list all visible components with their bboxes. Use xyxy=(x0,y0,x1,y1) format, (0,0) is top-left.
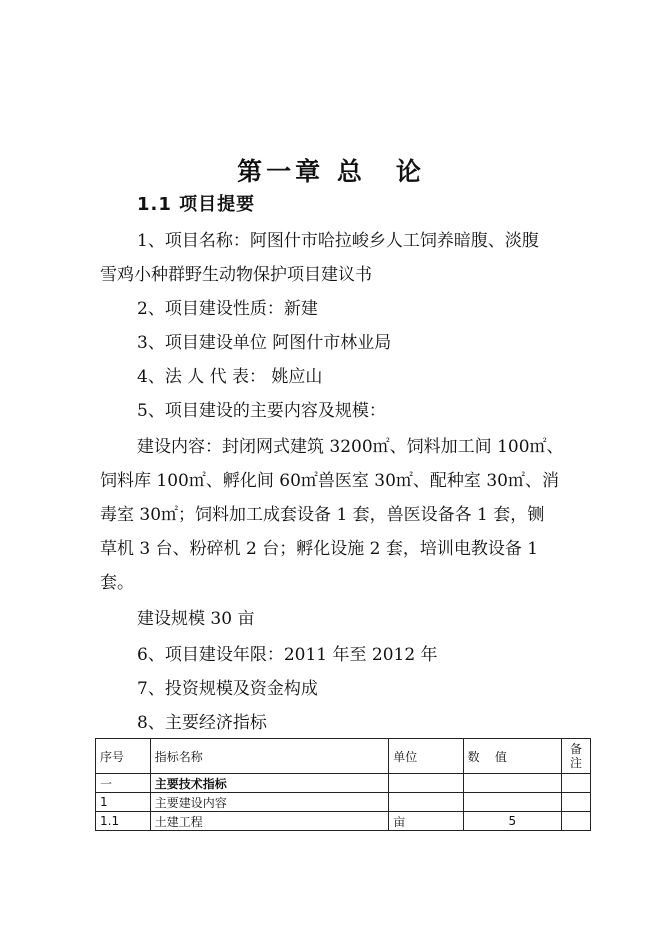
row-name: 土建工程 xyxy=(150,812,389,831)
header-unit: 单位 xyxy=(389,739,463,774)
content-line-5: 套。 xyxy=(100,573,134,593)
content-line-1: 建设内容：封闭网式建筑 3200㎡、饲料加工间 100㎡、 xyxy=(137,437,564,457)
content-and-scale-heading: 5、项目建设的主要内容及规模： xyxy=(137,401,386,421)
construction-period: 6、项目建设年限：2011 年至 2012 年 xyxy=(137,645,438,665)
table-row xyxy=(96,812,591,831)
header-note: 备注 xyxy=(562,739,591,774)
row-name: 主要技术指标 xyxy=(150,774,389,793)
chapter-title xyxy=(0,152,662,188)
legal-representative: 4、法 人 代 表： 姚应山 xyxy=(137,367,323,387)
section-heading: 1.1 项目提要 xyxy=(137,194,256,215)
chapter-title-part2: 论 xyxy=(395,157,425,186)
project-name-line1: 1、项目名称：阿图什市哈拉峻乡人工饲养暗腹、淡腹 xyxy=(137,231,539,251)
table-row xyxy=(96,774,591,793)
content-line-3: 毒室 30㎡；饲料加工成套设备 1 套，兽医设备各 1 套，铡 xyxy=(100,505,545,525)
investment-heading: 7、投资规模及资金构成 xyxy=(137,679,318,699)
table-header-row xyxy=(96,739,591,774)
header-no: 序号 xyxy=(96,739,151,774)
row-unit xyxy=(389,793,463,812)
row-name: 主要建设内容 xyxy=(150,793,389,812)
row-unit xyxy=(389,774,463,793)
row-value xyxy=(463,793,561,812)
row-note xyxy=(562,774,591,793)
project-nature: 2、项目建设性质：新建 xyxy=(137,299,318,319)
row-no: 1.1 xyxy=(96,812,151,831)
row-unit: 亩 xyxy=(389,812,463,831)
indicators-table xyxy=(95,738,591,831)
content-line-2: 饲料库 100㎡、孵化间 60㎡兽医室 30㎡、配种室 30㎡、消 xyxy=(100,471,559,491)
row-value: 5 xyxy=(463,812,561,831)
row-no: 1 xyxy=(96,793,151,812)
header-value: 数 值 xyxy=(463,739,561,774)
project-unit: 3、项目建设单位 阿图什市林业局 xyxy=(137,333,392,353)
row-note xyxy=(562,812,591,831)
row-value xyxy=(463,774,561,793)
table-row xyxy=(96,793,591,812)
row-no: 一 xyxy=(96,774,151,793)
content-line-4: 草机 3 台、粉碎机 2 台；孵化设施 2 套，培训电教设备 1 xyxy=(100,539,539,559)
row-note xyxy=(562,793,591,812)
chapter-title-part1: 第一章 总 xyxy=(237,157,366,186)
indicators-heading: 8、主要经济指标 xyxy=(137,713,267,733)
construction-scale: 建设规模 30 亩 xyxy=(137,609,255,629)
header-name: 指标名称 xyxy=(150,739,389,774)
project-name-line2: 雪鸡小种群野生动物保护项目建议书 xyxy=(100,265,372,285)
